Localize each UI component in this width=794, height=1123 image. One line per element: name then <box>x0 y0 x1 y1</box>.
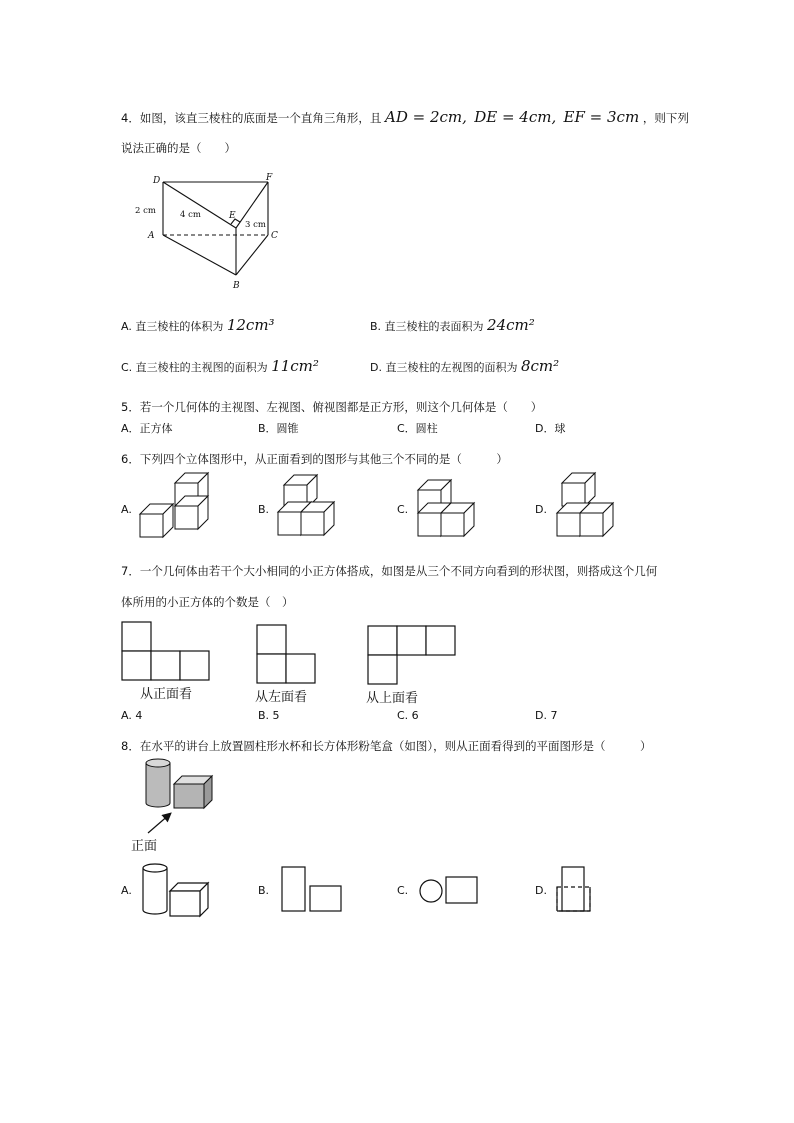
q4-math-de: DE = 4cm, <box>474 108 557 126</box>
q5-option-b[interactable]: B．圆锥 <box>258 422 299 435</box>
q7-top-square <box>368 655 397 684</box>
q6-b-cube <box>284 475 317 508</box>
q7-caption-top: 从上面看 <box>366 691 419 706</box>
q6-d-cube <box>562 473 595 506</box>
q8-label-d[interactable]: D. <box>535 884 547 897</box>
q6-label-a[interactable]: A. <box>121 503 132 516</box>
q6-d-cube <box>557 503 590 536</box>
q6-c-cube <box>441 503 474 536</box>
q6-c-cube <box>418 480 451 513</box>
q4-label-c: C <box>271 231 278 241</box>
q4-len-de: 4 cm <box>180 210 201 220</box>
q8-label-a[interactable]: A. <box>121 884 132 897</box>
q6-b-cube <box>278 502 311 535</box>
q7-front-square <box>122 622 151 651</box>
q7-option-b[interactable]: B. 5 <box>258 709 280 722</box>
q4-len-ef: 3 cm <box>245 220 266 230</box>
q4-label-f: F <box>266 173 273 183</box>
q7-top-square <box>426 626 455 655</box>
q5-option-a[interactable]: A．正方体 <box>121 422 173 435</box>
q4-option-a-math: 12cm³ <box>226 316 275 334</box>
q8-stem: 8．在水平的讲台上放置圆柱形水杯和长方体形粉笔盒（如图），则从正面看得到的平面图形是（ ） <box>121 739 652 753</box>
q4-option-d-text: D. 直三棱柱的左视图的面积为 <box>370 361 518 374</box>
q6-c-cube <box>418 503 451 536</box>
q4-label-b: B <box>233 281 240 291</box>
q7-option-c[interactable]: C. 6 <box>397 709 419 722</box>
q4-option-b-text: B. 直三棱柱的表面积为 <box>370 320 484 333</box>
q7-left-square <box>257 625 286 654</box>
q4-math-ef: EF = 3cm <box>563 108 640 126</box>
q7-front-square <box>151 651 180 680</box>
q4-option-a-text: A. 直三棱柱的体积为 <box>121 320 224 333</box>
q4-label-d: D <box>153 176 161 186</box>
q4-option-a[interactable] <box>121 316 275 334</box>
q6-a-cube <box>175 473 208 506</box>
q7-left-square <box>286 654 315 683</box>
q7-stem-line1: 7．一个几何体由若干个大小相同的小正方体搭成，如图是从三个不同方向看到的形状图，则搭成这个几何 <box>121 564 658 578</box>
q6-label-b[interactable]: B. <box>258 503 270 516</box>
q5-stem: 5．若一个几何体的主视图、左视图、俯视图都是正方形，则这个几何体是（ ） <box>121 400 543 414</box>
q7-option-a[interactable]: A. 4 <box>121 709 143 722</box>
q7-option-d[interactable]: D. 7 <box>535 709 558 722</box>
q7-stem-line2: 体所用的小正方体的个数是（ ） <box>121 595 294 609</box>
q8-label-b[interactable]: B. <box>258 884 270 897</box>
q7-front-square <box>180 651 209 680</box>
q4-len-ad: 2 cm <box>135 206 156 216</box>
q4-option-c-math: 11cm² <box>271 357 319 375</box>
q6-a-cube <box>175 496 208 529</box>
q4-stem-line1 <box>121 108 689 126</box>
q7-left-square <box>257 654 286 683</box>
q4-label-e: E <box>229 211 236 221</box>
q5-option-d[interactable]: D．球 <box>535 422 566 435</box>
q4-stem-post: ，则下列 <box>642 111 689 125</box>
q6-d-cube <box>580 503 613 536</box>
q4-stem-pre: 4．如图，该直三棱柱的底面是一个直角三角形，且 <box>121 111 382 125</box>
q6-a-cube <box>140 504 173 537</box>
q7-top-square <box>397 626 426 655</box>
q5-option-c[interactable]: C．圆柱 <box>397 422 438 435</box>
q4-label-a: A <box>148 231 155 241</box>
q4-stem-line2: 说法正确的是（ ） <box>121 141 236 155</box>
q4-option-d-math: 8cm² <box>520 357 560 375</box>
q4-option-c[interactable] <box>121 357 319 375</box>
q6-label-d[interactable]: D. <box>535 503 547 516</box>
q7-caption-front: 从正面看 <box>140 687 193 702</box>
q6-stem: 6．下列四个立体图形中，从正面看到的图形与其他三个不同的是（ ） <box>121 452 508 466</box>
q4-math-ad: AD = 2cm, <box>384 108 467 126</box>
q4-option-d[interactable] <box>370 357 559 375</box>
q6-label-c[interactable]: C. <box>397 503 409 516</box>
q7-front-square <box>122 651 151 680</box>
q8-label-c[interactable]: C. <box>397 884 409 897</box>
q8-front-label: 正面 <box>131 839 158 854</box>
q4-option-b-math: 24cm² <box>487 316 535 334</box>
q4-option-b[interactable] <box>370 316 535 334</box>
q4-option-c-text: C. 直三棱柱的主视图的面积为 <box>121 361 268 374</box>
q7-top-square <box>368 626 397 655</box>
q6-b-cube <box>301 502 334 535</box>
q7-caption-left: 从左面看 <box>255 690 308 705</box>
